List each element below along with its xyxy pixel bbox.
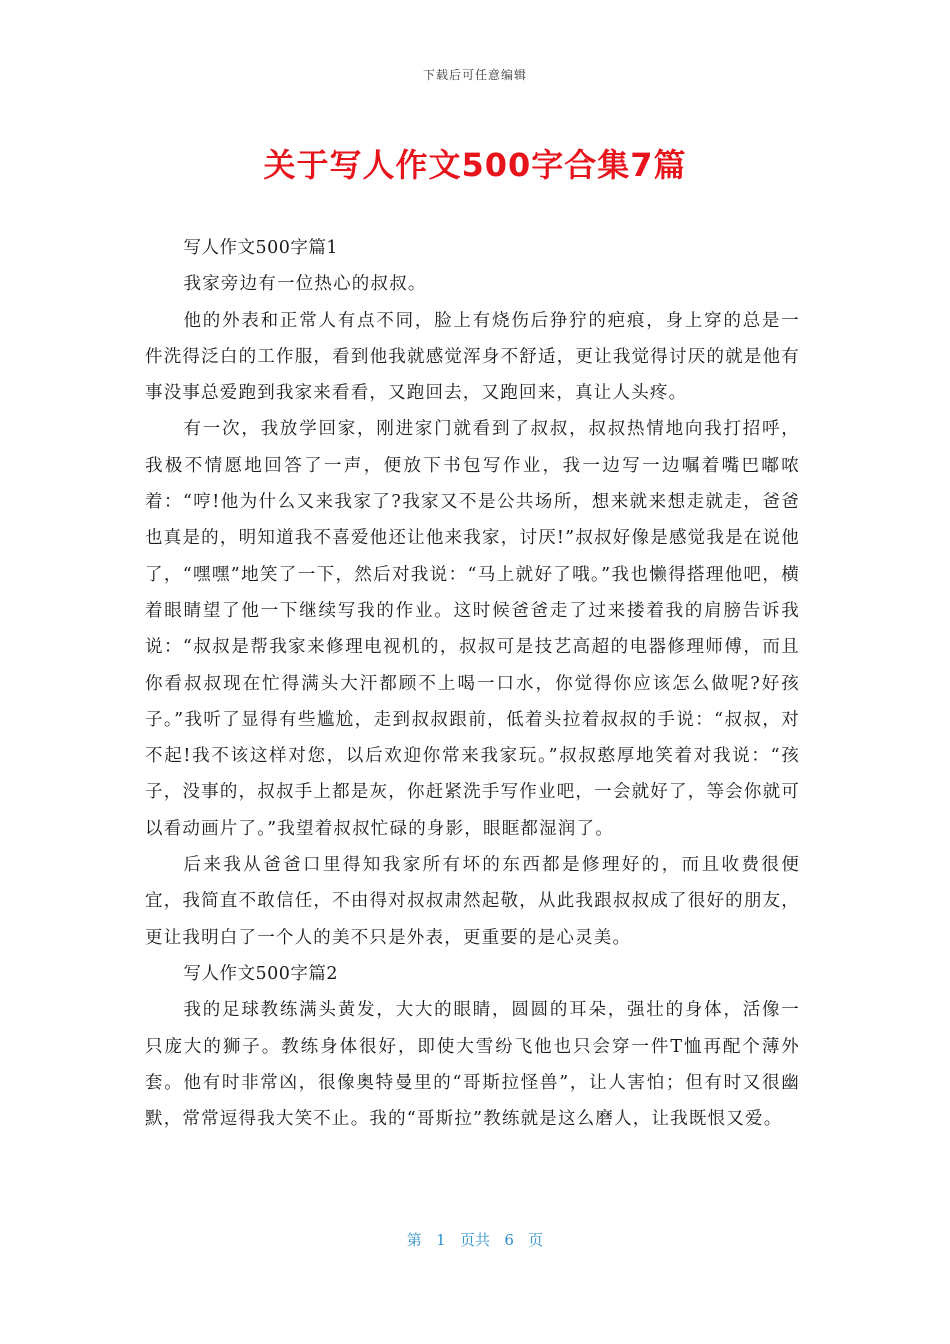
footer-prefix: 第 — [406, 1231, 422, 1249]
section-heading: 写人作文500字篇1 — [183, 238, 339, 258]
body-paragraph: 后来我从爸爸口里得知我家所有坏的东西都是修理好的，而且收费很便宜，我简直不敢信任，不由得对叔叔肃然起敬，从此我跟叔叔成了很好的朋友，更让我明白了一个人的美不只是外表，更重要的是心灵美。 — [145, 855, 800, 948]
body-paragraph: 有一次，我放学回家，刚进家门就看到了叔叔，叔叔热情地向我打招呼，我极不情愿地回答了一声，便放下书包写作业，我一边写一边嘱着嘴巴嘟哝着：“哼!他为什么又来我家了?我家又不是公共场所，想来就来想走就走，爸爸也真是的，明知道我不喜爱他还让他来我家，讨厌!”叔叔好像是感觉我是在说他了，“嘿嘿”地笑了一下，然后对我说：“马上就好了哦。”我也懒得搭理他吧，横着眼睛望了他一下继续写我的作业。这时候爸爸走了过来搂着我的肩膀告诉我说：“叔叔是帮我家来修理电视机的，叔叔可是技艺高超的电器修理师傅，而且你看叔叔现在忙得满头大汗都顾不上喝一口水，你觉得你应该怎么做呢?好孩子。”我听了显得有些尴尬，走到叔叔跟前，低着头拉着叔叔的手说：“叔叔，对不起!我不该这样对您，以后欢迎你常来我家玩。”叔叔憨厚地笑着对我说：“孩子，没事的，叔叔手上都是灰，你赶紧洗手写作业吧，一会就好了，等会你就可以看动画片了。”我望着叔叔忙碌的身影，眼眶都湿润了。 — [145, 419, 800, 839]
footer-suffix: 页 — [528, 1231, 544, 1249]
document-body — [145, 230, 800, 1137]
footer-total-pages: 6 — [504, 1231, 514, 1249]
section-heading: 写人作文500字篇2 — [183, 963, 339, 984]
header-note: 下载后可任意编辑 — [422, 68, 527, 82]
page-footer — [0, 1229, 950, 1250]
body-paragraph: 我家旁边有一位热心的叔叔。 — [183, 274, 427, 295]
document-title: 关于写人作文500字合集7篇 — [263, 146, 687, 184]
footer-middle: 页共 — [459, 1231, 490, 1249]
footer-page-number: 1 — [436, 1231, 446, 1249]
body-paragraph: 我的足球教练满头黄发，大大的眼睛，圆圆的耳朵，强壮的身体，活像一只庞大的狮子。教练身体很好，即使大雪纷飞他也只会穿一件T恤再配个薄外套。他有时非常凶，很像奥特曼里的“哥斯拉怪兽”，让人害怕；但有时又很幽默，常常逗得我大笑不止。我的“哥斯拉”教练就是这么磨人，让我既恨又爱。 — [145, 1000, 800, 1130]
body-paragraph: 他的外表和正常人有点不同，脸上有烧伤后狰狞的疤痕，身上穿的总是一件洗得泛白的工作服，看到他我就感觉浑身不舒适，更让我觉得讨厌的就是他有事没事总爱跑到我家来看看，又跑回去，又跑回来，真让人头疼。 — [145, 310, 800, 404]
